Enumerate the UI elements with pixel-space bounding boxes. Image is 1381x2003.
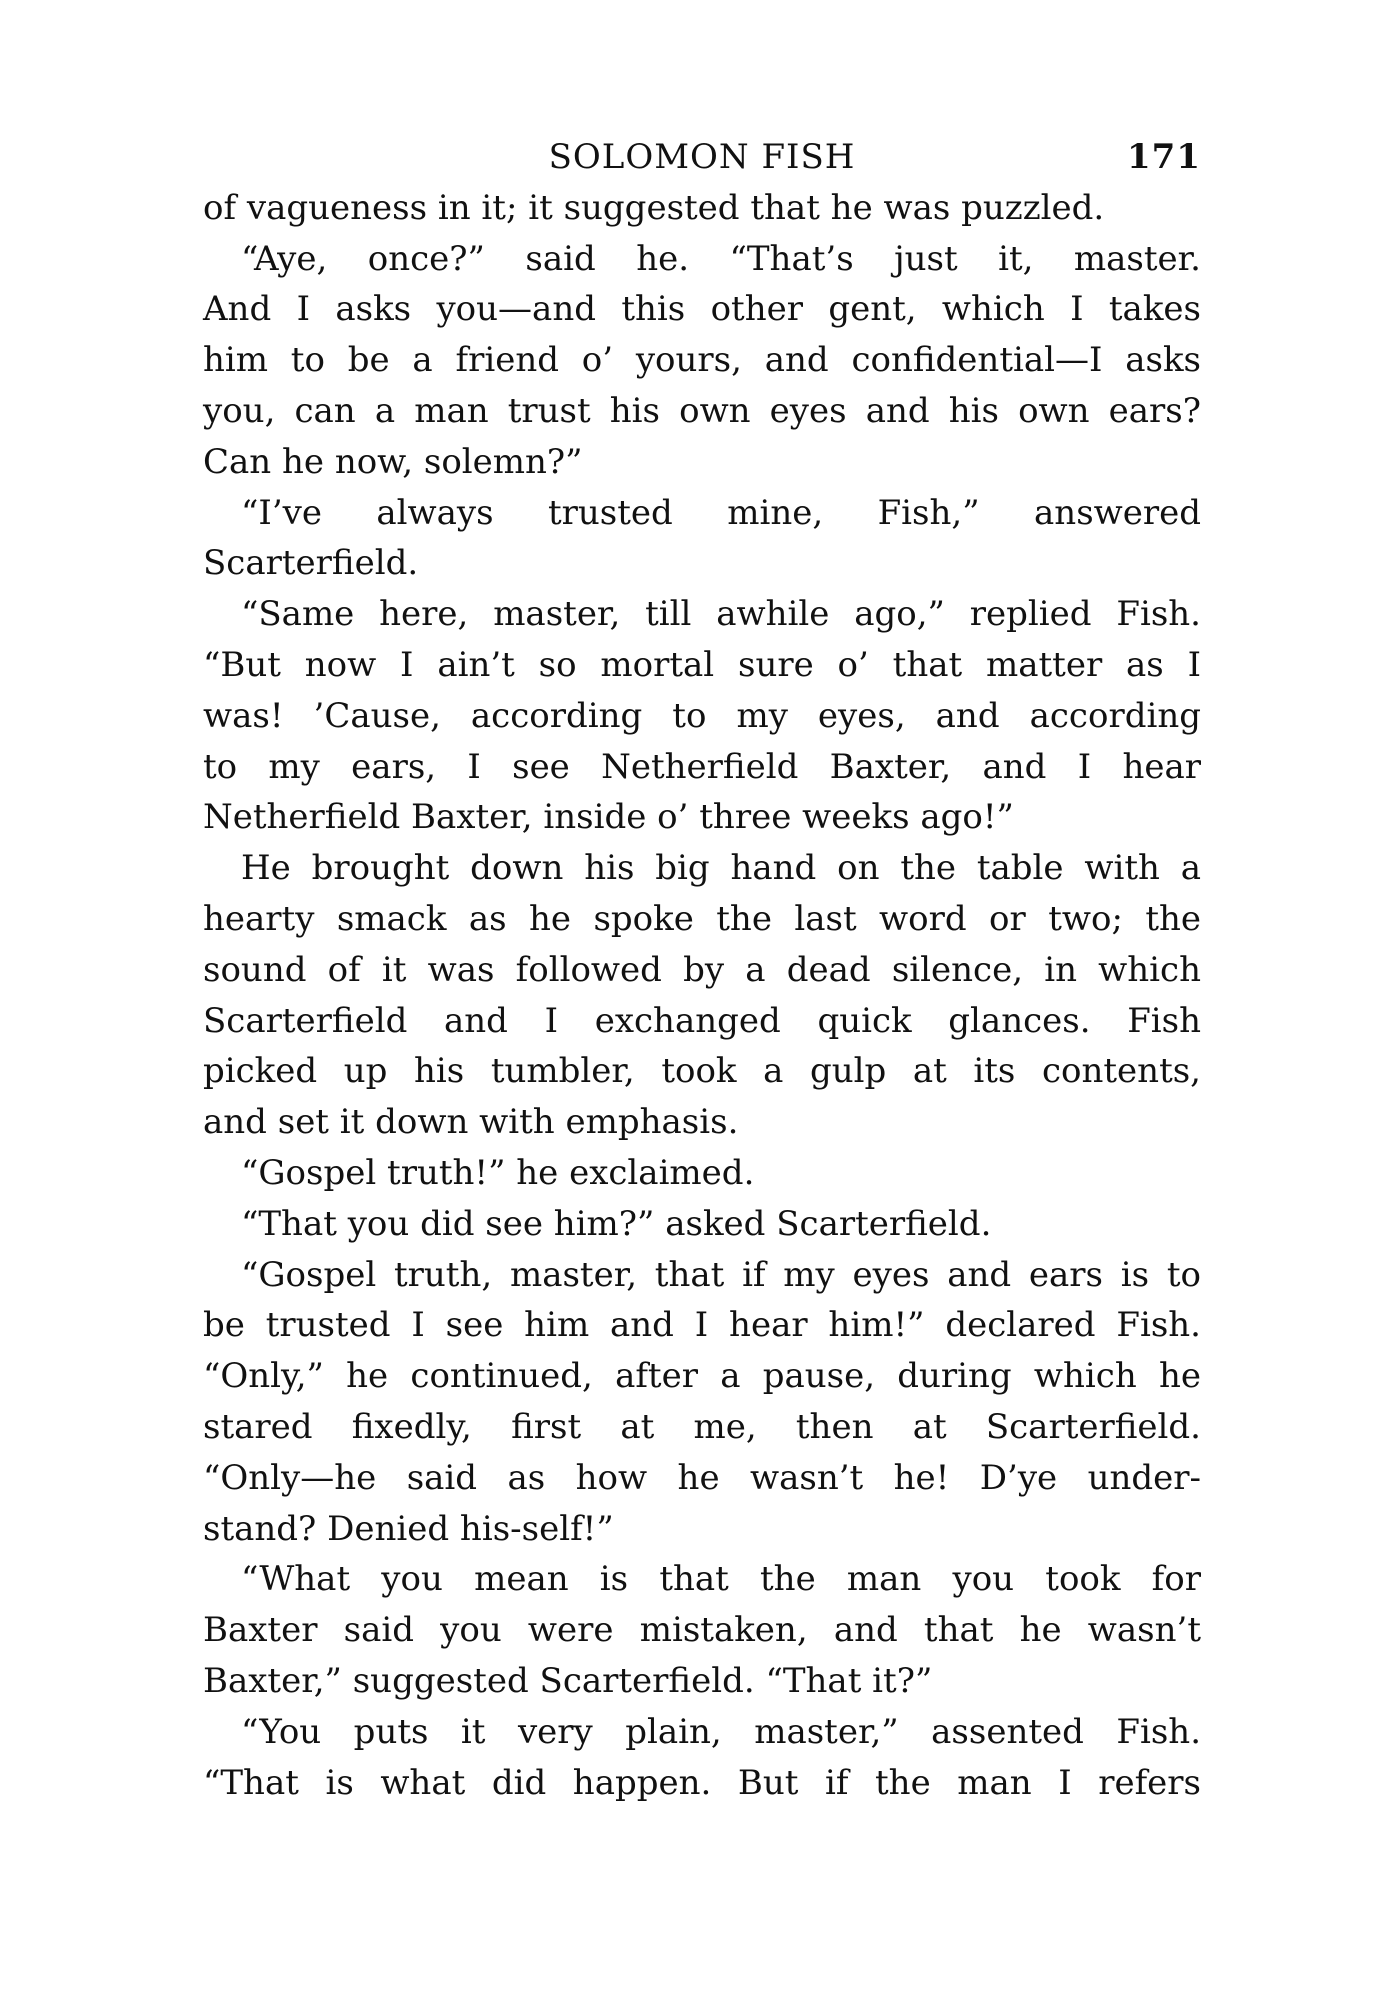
text-line: be trusted I see him and I hear him!” declared Fish. bbox=[203, 1305, 1201, 1346]
text-line: And I asks you—and this other gent, which I takes bbox=[203, 289, 1201, 330]
text-line: him to be a friend o’ yours, and confidential—I asks bbox=[203, 340, 1201, 381]
text-line: “Only—he said as how he wasn’t he! D’ye under- bbox=[203, 1457, 1201, 1498]
text-line: hearty smack as he spoke the last word or two; the bbox=[203, 898, 1201, 939]
text-line: Scarterfield and I exchanged quick glances. Fish bbox=[203, 1000, 1201, 1041]
text-line: to my ears, I see Netherfield Baxter, and I hear bbox=[203, 746, 1201, 787]
text-line: He brought down his big hand on the table with a bbox=[241, 848, 1201, 889]
text-line: “I’ve always trusted mine, Fish,” answered bbox=[241, 492, 1201, 533]
page-header bbox=[203, 132, 1201, 183]
text-line: “Aye, once?” said he. “That’s just it, master. bbox=[241, 238, 1201, 279]
text-line: Can he now, solemn?” bbox=[203, 441, 583, 482]
text-line: was! ’Cause, according to my eyes, and according bbox=[203, 695, 1201, 736]
text-line: “That you did see him?” asked Scarterfield. bbox=[241, 1203, 992, 1244]
text-line: and set it down with emphasis. bbox=[203, 1102, 739, 1143]
text-line: “You puts it very plain, master,” assented Fish. bbox=[241, 1711, 1201, 1752]
text-line: stared fixedly, first at me, then at Scarterfield. bbox=[203, 1406, 1201, 1447]
text-line: stand? Denied his-self!” bbox=[203, 1508, 614, 1549]
text-line: “Only,” he continued, after a pause, during which he bbox=[203, 1356, 1201, 1397]
text-line: Baxter said you were mistaken, and that he wasn’t bbox=[203, 1610, 1201, 1651]
text-line: “That is what did happen. But if the man I refers bbox=[203, 1762, 1201, 1803]
page-number: 171 bbox=[1127, 137, 1201, 177]
text-line: “Gospel truth, master, that if my eyes and ears is to bbox=[241, 1254, 1201, 1295]
running-title: SOLOMON FISH bbox=[548, 137, 856, 177]
text-line: “Same here, master, till awhile ago,” replied Fish. bbox=[241, 594, 1201, 635]
text-line: you, can a man trust his own eyes and his own ears? bbox=[203, 390, 1201, 431]
text-line: Scarterfield. bbox=[203, 543, 419, 584]
text-line: “What you mean is that the man you took for bbox=[241, 1559, 1201, 1600]
text-line: “But now I ain’t so mortal sure o’ that matter as I bbox=[203, 644, 1201, 685]
page-text bbox=[203, 132, 1201, 1808]
text-line: of vagueness in it; it suggested that he was puzzled. bbox=[203, 187, 1105, 228]
text-line: picked up his tumbler, took a gulp at its contents, bbox=[203, 1051, 1201, 1092]
text-line: Baxter,” suggested Scarterfield. “That it?” bbox=[203, 1660, 933, 1701]
text-line: “Gospel truth!” he exclaimed. bbox=[241, 1152, 755, 1193]
text-line: sound of it was followed by a dead silence, in which bbox=[203, 949, 1201, 990]
text-line: Netherfield Baxter, inside o’ three weeks ago!” bbox=[203, 797, 1014, 838]
